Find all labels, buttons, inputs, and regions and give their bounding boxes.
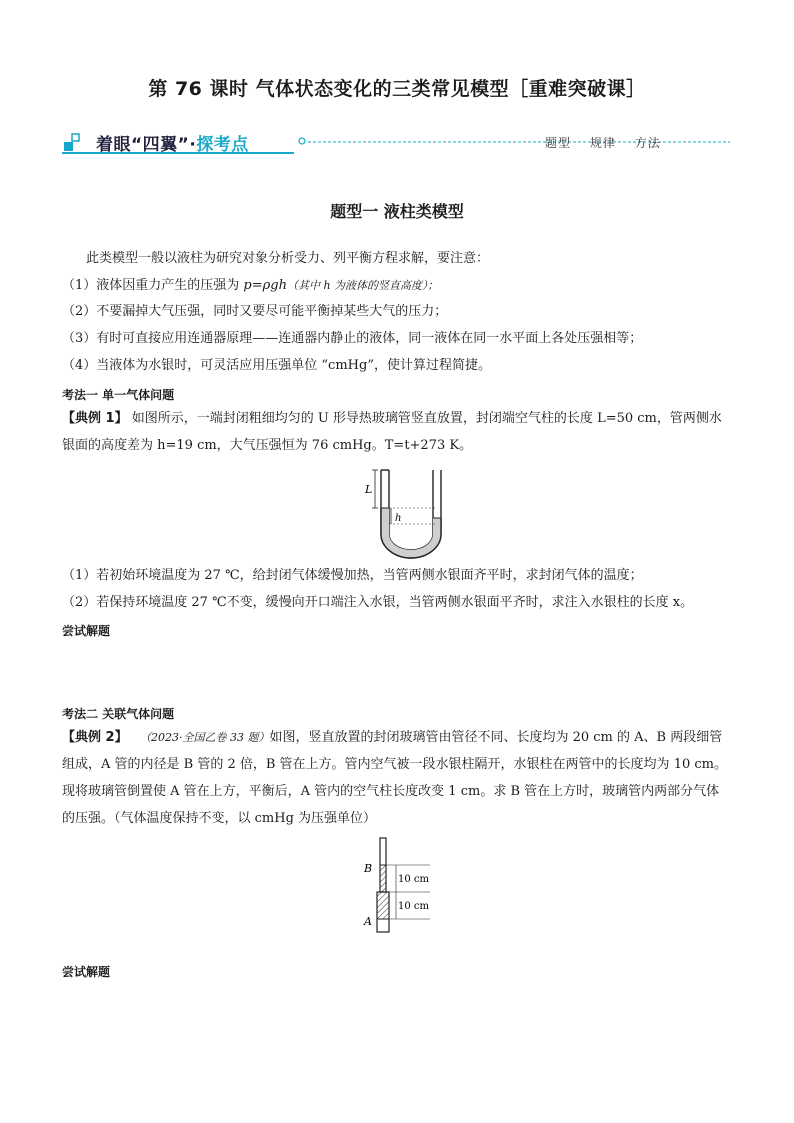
section-title: 题型一 液柱类模型 (330, 202, 464, 221)
banner-dot-icon (299, 138, 305, 144)
banner-main-text: 着眼“四翼”· (96, 135, 197, 155)
example-2-text: 【典例 2】 （2023·全国乙卷 33 题）如图，竖直放置的封闭玻璃管由管径不同、长度均为 20 cm 的 A、B 两段细管组成，A 管的内径是 B 管的 2 倍，B 管在上方。管内空气被一段水银柱隔开，水银柱在两管中的长度均为 10 cm。现将玻璃管倒置使 A 管在上方，平衡后，A 管内的空气柱长度改变 1 cm。求 B 管在上方时，玻璃管内两部分气体的压强。（气体温度保持不变，以 cmHg 为压强单位） (62, 730, 727, 826)
intro-text: 此类模型一般以液柱为研究对象分析受力、列平衡方程求解，要注意： (86, 251, 490, 266)
banner-highlight-text: 探考点 (196, 135, 249, 155)
label-h: h (395, 513, 402, 524)
u-tube-figure (355, 466, 445, 562)
question-2: （2）若保持环境温度 27 ℃不变，缓慢向开口端注入水银，当管两侧水银面平齐时，求注入水银柱的长度 x。 (62, 595, 694, 610)
point-2: （2）不要漏掉大气压强，同时又要尽可能平衡掉某些大气的压力； (62, 304, 448, 319)
banner-tag: 规律 (589, 136, 616, 150)
try-solve-2: 尝试解题 (62, 965, 111, 979)
example-1-tag: 【典例 1】 (62, 411, 128, 426)
banner-square-icon (64, 142, 73, 151)
label-L: L (365, 483, 373, 496)
label-A: A (364, 915, 372, 928)
question-1: （1）若初始环境温度为 27 ℃，给封闭气体缓慢加热，当管两侧水银面齐平时，求封闭气体的温度； (62, 568, 643, 583)
banner-tag: 方法 (634, 136, 661, 150)
page-title: 第 76 课时 气体状态变化的三类常见模型［重难突破课］ (148, 78, 646, 100)
example-1-text: 【典例 1】 如图所示，一端封闭粗细均匀的 U 形导热玻璃管竖直放置，封闭端空气柱的长度 L=50 cm，管两侧水银面的高度差为 h=19 cm，大气压强恒为 76 cmHg。T=t+273 K。 (62, 411, 722, 453)
ab-tube-figure (358, 836, 448, 936)
banner-tag: 题型 (545, 136, 572, 150)
example-2-source: （2023·全国乙卷 33 题） (139, 731, 270, 744)
label-B: B (364, 862, 373, 875)
pressure-formula: p=ρgh (243, 278, 287, 293)
example-2-tag: 【典例 2】 (62, 730, 128, 745)
method-2-label: 考法二 关联气体问题 (62, 707, 175, 721)
method-1-label: 考法一 单一气体问题 (62, 388, 175, 402)
point-1: （1）液体因重力产生的压强为 p=ρgh（其中 h 为液体的竖直高度）； (62, 278, 439, 293)
banner-tags (545, 134, 675, 151)
point-3: （3）有时可直接应用连通器原理——连通器内静止的液体，同一液体在同一水平面上各处压强相等； (62, 331, 643, 346)
banner-heading (96, 130, 249, 155)
length-top-label: 10 cm (398, 874, 429, 885)
try-solve-1: 尝试解题 (62, 624, 111, 638)
point-4: （4）当液体为水银时，可灵活应用压强单位 “cmHg”，使计算过程简捷。 (62, 358, 491, 373)
length-bottom-label: 10 cm (398, 901, 429, 912)
